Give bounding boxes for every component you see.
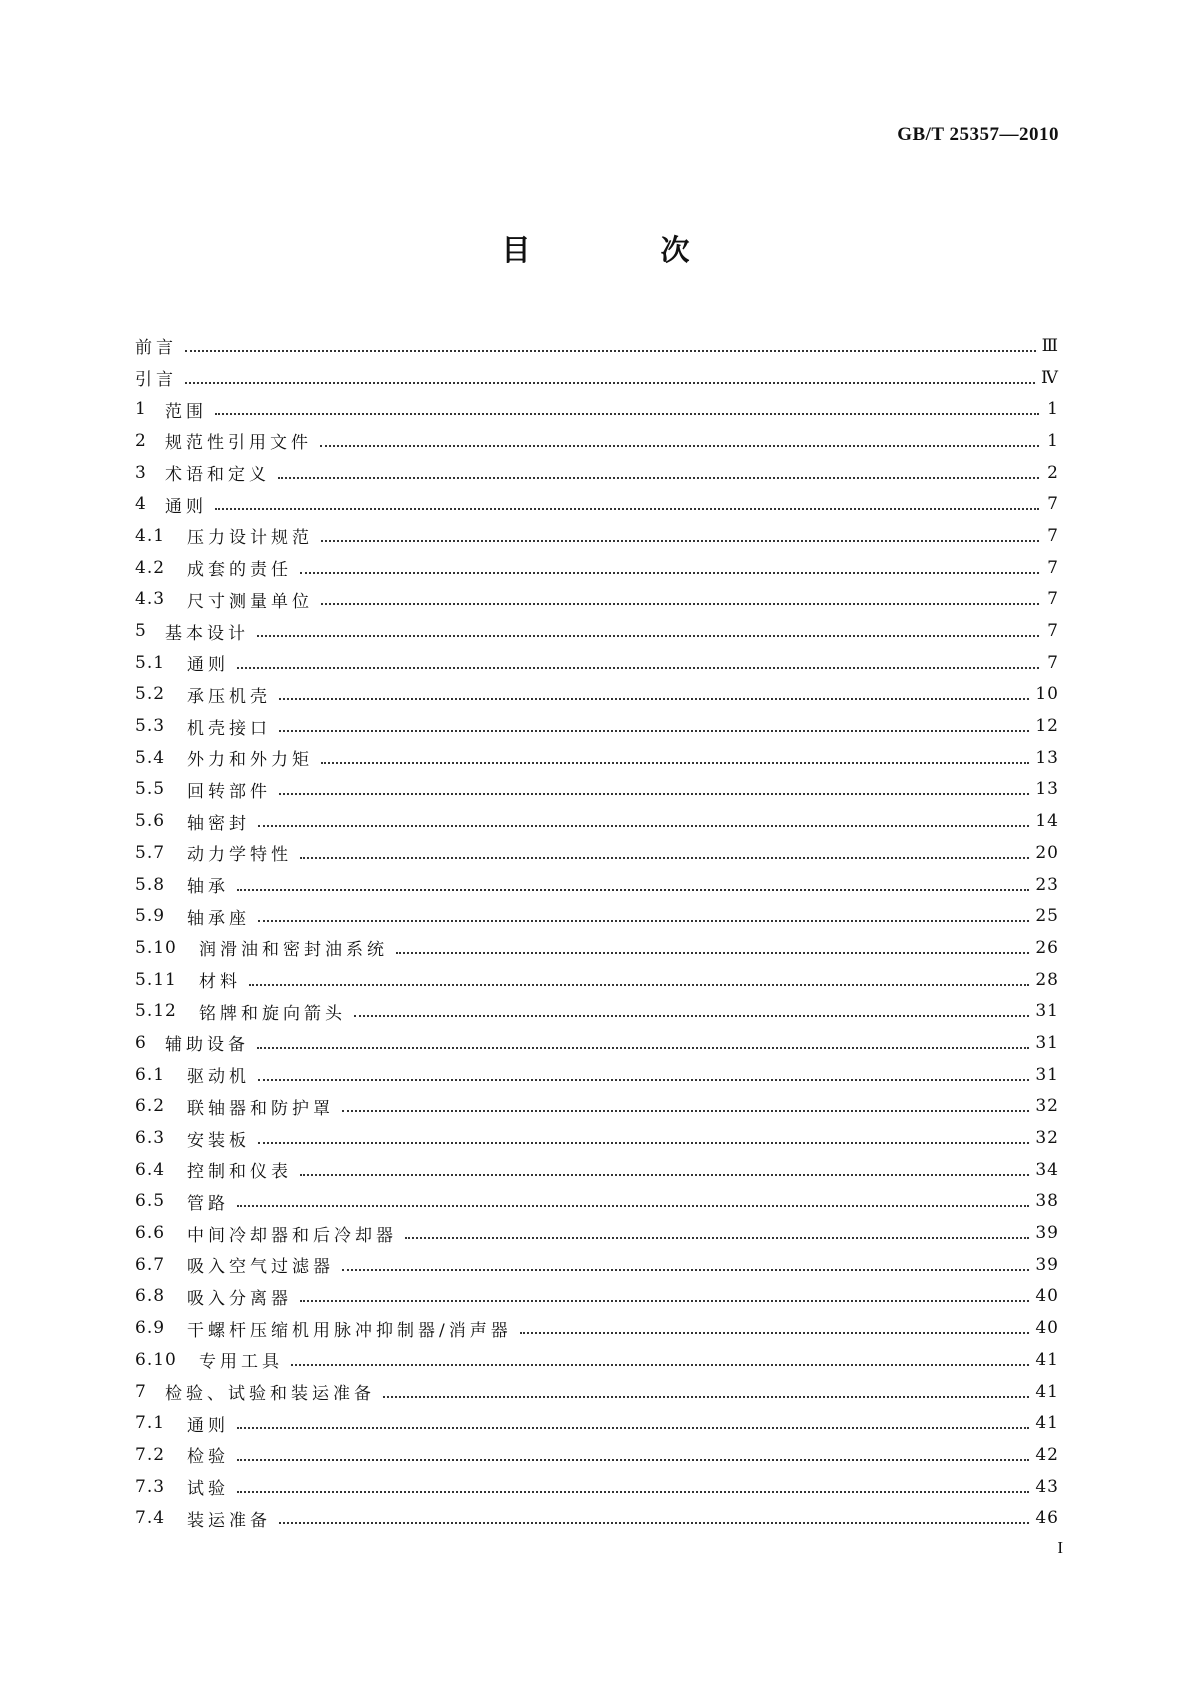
toc-leader-dots xyxy=(520,1312,1030,1334)
toc-leader-dots xyxy=(300,1280,1029,1302)
toc-entry[interactable] xyxy=(135,1439,1059,1471)
toc-entry-label: 装运准备 xyxy=(187,1510,271,1531)
toc-entry-label: 中间冷却器和后冷却器 xyxy=(187,1225,397,1246)
toc-entry-label: 辅助设备 xyxy=(165,1035,249,1056)
toc-entry-number: 6.2 xyxy=(135,1096,166,1117)
toc-entry-number: 7.2 xyxy=(135,1444,166,1465)
toc-entry[interactable] xyxy=(135,1027,1059,1059)
toc-entry-number: 5 xyxy=(135,621,147,642)
toc-entry[interactable] xyxy=(135,552,1059,584)
toc-entry[interactable] xyxy=(135,584,1059,616)
toc-entry-number: 5.10 xyxy=(135,937,177,958)
toc-entry-page: 25 xyxy=(1035,906,1059,927)
toc-entry-page: 7 xyxy=(1047,652,1059,673)
toc-entry-page: 31 xyxy=(1035,1032,1059,1053)
toc-entry-page: 42 xyxy=(1035,1444,1059,1465)
toc-entry-label: 通则 xyxy=(165,496,207,517)
toc-entry-number: 4.3 xyxy=(135,589,166,610)
toc-leader-dots xyxy=(300,1154,1029,1176)
toc-leader-dots xyxy=(237,647,1039,669)
toc-leader-dots xyxy=(258,1059,1029,1081)
toc-entry-page: 32 xyxy=(1035,1096,1059,1117)
toc-entry-number: 5.1 xyxy=(135,652,166,673)
toc-entry-number: 4.2 xyxy=(135,557,166,578)
toc-leader-dots xyxy=(237,1471,1029,1493)
toc-entry-number: 5.3 xyxy=(135,716,166,737)
toc-entry-page: 7 xyxy=(1047,557,1059,578)
toc-leader-dots xyxy=(321,583,1039,605)
toc-entry-label: 动力学特性 xyxy=(187,845,292,866)
toc-entry[interactable] xyxy=(135,1312,1059,1344)
toc-entry-number: 7.4 xyxy=(135,1508,166,1529)
toc-entry-label: 安装板 xyxy=(187,1130,250,1151)
footer-page-number: I xyxy=(1057,1538,1063,1557)
toc-entry[interactable] xyxy=(135,805,1059,837)
toc-entry[interactable] xyxy=(135,1376,1059,1408)
toc-entry-label: 润滑油和密封油系统 xyxy=(199,940,388,961)
toc-leader-dots xyxy=(279,773,1029,795)
toc-leader-dots xyxy=(258,1122,1029,1144)
toc-entry-label: 通则 xyxy=(187,655,229,676)
toc-entry-number: 5.2 xyxy=(135,684,166,705)
toc-entry-number: 6.9 xyxy=(135,1318,166,1339)
toc-leader-dots xyxy=(215,488,1039,510)
toc-leader-dots xyxy=(405,1217,1029,1239)
toc-leader-dots xyxy=(300,552,1039,574)
toc-leader-dots xyxy=(279,678,1029,700)
toc-entry-number: 6.8 xyxy=(135,1286,166,1307)
toc-entry-label: 吸入空气过滤器 xyxy=(187,1257,334,1278)
toc-entry-number: 5.6 xyxy=(135,811,166,832)
toc-entry-label: 机壳接口 xyxy=(187,718,271,739)
toc-entry-number: 4 xyxy=(135,494,147,515)
toc-entry-number: 3 xyxy=(135,462,147,483)
toc-entry[interactable] xyxy=(135,1407,1059,1439)
toc-entry-number: 4.1 xyxy=(135,525,166,546)
toc-leader-dots xyxy=(321,520,1039,542)
toc-entry[interactable] xyxy=(135,425,1059,457)
toc-leader-dots xyxy=(249,964,1029,986)
toc-entry[interactable] xyxy=(135,330,1059,362)
toc-entry-page: 31 xyxy=(1035,1001,1059,1022)
standard-code: GB/T 25357—2010 xyxy=(897,124,1059,145)
toc-leader-dots xyxy=(237,869,1029,891)
toc-entry-page: 39 xyxy=(1035,1254,1059,1275)
toc-leader-dots xyxy=(320,425,1039,447)
toc-entry-page: 34 xyxy=(1035,1159,1059,1180)
toc-entry[interactable] xyxy=(135,1217,1059,1249)
toc-entry-page: 28 xyxy=(1035,969,1059,990)
toc-entry-label: 轴承座 xyxy=(187,908,250,929)
toc-entry-page: 7 xyxy=(1047,525,1059,546)
toc-leader-dots xyxy=(279,1502,1029,1524)
toc-leader-dots xyxy=(257,615,1039,637)
toc-entry-page: 31 xyxy=(1035,1064,1059,1085)
toc-entry-label: 范围 xyxy=(165,401,207,422)
toc-entry[interactable] xyxy=(135,393,1059,425)
toc-entry-number: 5.11 xyxy=(135,969,177,990)
toc-entry-number: 6.10 xyxy=(135,1349,177,1370)
toc-leader-dots xyxy=(396,932,1029,954)
toc-entry-page: 23 xyxy=(1035,874,1059,895)
toc-entry-label: 规范性引用文件 xyxy=(165,433,312,454)
toc-entry-label: 回转部件 xyxy=(187,781,271,802)
toc-entry[interactable] xyxy=(135,615,1059,647)
toc-entry-number: 5.9 xyxy=(135,906,166,927)
toc-leader-dots xyxy=(215,393,1039,415)
toc-entry-number: 6.6 xyxy=(135,1223,166,1244)
toc-entry[interactable] xyxy=(135,742,1059,774)
toc-entry[interactable] xyxy=(135,932,1059,964)
toc-entry-label: 压力设计规范 xyxy=(187,528,313,549)
toc-entry-number: 7.1 xyxy=(135,1413,166,1434)
toc-leader-dots xyxy=(291,1344,1029,1366)
toc-entry[interactable] xyxy=(135,1059,1059,1091)
toc-entry-number: 5.5 xyxy=(135,779,166,800)
toc-leader-dots xyxy=(237,1185,1029,1207)
toc-entry-page: 41 xyxy=(1035,1349,1059,1370)
toc-leader-dots xyxy=(185,330,1036,352)
toc-entry[interactable] xyxy=(135,679,1059,711)
toc-entry-label: 吸入分离器 xyxy=(187,1288,292,1309)
toc-entry-label: 试验 xyxy=(187,1479,229,1500)
toc-entry[interactable] xyxy=(135,520,1059,552)
toc-entry-page: 38 xyxy=(1035,1191,1059,1212)
toc-entry-number: 6.4 xyxy=(135,1159,166,1180)
toc-leader-dots xyxy=(354,995,1029,1017)
toc-entry-label: 联轴器和防护罩 xyxy=(187,1098,334,1119)
toc-entry-page: 43 xyxy=(1035,1476,1059,1497)
toc-entry-page: 20 xyxy=(1035,842,1059,863)
toc-entry-page: 10 xyxy=(1035,684,1059,705)
toc-entry-number: 2 xyxy=(135,430,147,451)
toc-leader-dots xyxy=(258,805,1029,827)
toc-entry-number: 5.8 xyxy=(135,874,166,895)
toc-entry[interactable] xyxy=(135,457,1059,489)
toc-entry-label: 通则 xyxy=(187,1415,229,1436)
toc-entry-label: 前言 xyxy=(135,338,177,359)
toc-entry[interactable] xyxy=(135,995,1059,1027)
toc-entry-page: 1 xyxy=(1047,399,1059,420)
toc-leader-dots xyxy=(258,900,1029,922)
toc-entry[interactable] xyxy=(135,1091,1059,1123)
toc-entry-label: 干螺杆压缩机用脉冲抑制器/消声器 xyxy=(187,1320,512,1341)
toc-leader-dots xyxy=(321,742,1029,764)
toc-leader-dots xyxy=(237,1439,1029,1461)
toc-entry[interactable] xyxy=(135,837,1059,869)
toc-leader-dots xyxy=(278,457,1039,479)
toc-entry-page: 41 xyxy=(1035,1381,1059,1402)
toc-entry[interactable] xyxy=(135,869,1059,901)
toc-leader-dots xyxy=(300,837,1029,859)
toc-entry[interactable] xyxy=(135,1122,1059,1154)
toc-entry[interactable] xyxy=(135,1154,1059,1186)
toc-entry-page: 12 xyxy=(1035,716,1059,737)
toc-entry[interactable] xyxy=(135,1281,1059,1313)
toc-entry-label: 检验、试验和装运准备 xyxy=(165,1384,375,1405)
toc-entry-page: 1 xyxy=(1047,430,1059,451)
toc-entry-label: 材料 xyxy=(199,972,241,993)
toc-entry[interactable] xyxy=(135,774,1059,806)
toc-entry[interactable] xyxy=(135,1186,1059,1218)
toc-entry[interactable] xyxy=(135,647,1059,679)
toc-leader-dots xyxy=(185,362,1035,384)
toc-entry-label: 驱动机 xyxy=(187,1067,250,1088)
toc-entry-label: 专用工具 xyxy=(199,1352,283,1373)
toc-entry-label: 轴密封 xyxy=(187,813,250,834)
toc-entry[interactable] xyxy=(135,1471,1059,1503)
toc-entry[interactable] xyxy=(135,964,1059,996)
toc-entry-label: 术语和定义 xyxy=(165,465,270,486)
toc-entry-number: 5.7 xyxy=(135,842,166,863)
toc-entry-label: 基本设计 xyxy=(165,623,249,644)
toc-entry-page: 13 xyxy=(1035,779,1059,800)
toc-entry-page: 13 xyxy=(1035,747,1059,768)
toc-entry-page: Ⅲ xyxy=(1041,335,1059,356)
toc-entry-page: 26 xyxy=(1035,937,1059,958)
toc-entry-page: 14 xyxy=(1035,811,1059,832)
toc-leader-dots xyxy=(383,1376,1029,1398)
toc-entry-label: 尺寸测量单位 xyxy=(187,591,313,612)
toc-entry-page: 41 xyxy=(1035,1413,1059,1434)
toc-entry-page: 7 xyxy=(1047,494,1059,515)
toc-entry-number: 7.3 xyxy=(135,1476,166,1497)
toc-entry-label: 检验 xyxy=(187,1447,229,1468)
toc-entry-number: 5.12 xyxy=(135,1001,177,1022)
toc-entry-number: 6.1 xyxy=(135,1064,166,1085)
toc-entry-number: 6.7 xyxy=(135,1254,166,1275)
toc-leader-dots xyxy=(237,1407,1029,1429)
toc-entry-label: 控制和仪表 xyxy=(187,1162,292,1183)
toc-entry-number: 6.3 xyxy=(135,1128,166,1149)
toc-entry-label: 承压机壳 xyxy=(187,686,271,707)
toc-entry[interactable] xyxy=(135,900,1059,932)
toc-entry[interactable] xyxy=(135,1502,1059,1534)
toc-entry-label: 轴承 xyxy=(187,877,229,898)
toc-entry-page: 7 xyxy=(1047,589,1059,610)
toc-leader-dots xyxy=(342,1249,1029,1271)
toc-title: 目 次 xyxy=(501,233,750,267)
toc-entry-page: 32 xyxy=(1035,1128,1059,1149)
toc-entry-page: 39 xyxy=(1035,1223,1059,1244)
toc-entry-number: 6 xyxy=(135,1032,147,1053)
toc-entry-number: 1 xyxy=(135,399,147,420)
toc-leader-dots xyxy=(279,710,1029,732)
toc-entry-page: 40 xyxy=(1035,1286,1059,1307)
toc-entry[interactable] xyxy=(135,1249,1059,1281)
toc-entry[interactable] xyxy=(135,710,1059,742)
toc-entry[interactable] xyxy=(135,362,1059,394)
toc-entry-label: 成套的责任 xyxy=(187,560,292,581)
toc-entry[interactable] xyxy=(135,488,1059,520)
toc-entry-page: Ⅳ xyxy=(1041,367,1059,388)
toc-entry-page: 40 xyxy=(1035,1318,1059,1339)
toc-entry-page: 2 xyxy=(1047,462,1059,483)
toc-leader-dots xyxy=(342,1090,1029,1112)
toc-entry[interactable] xyxy=(135,1344,1059,1376)
toc-entry-label: 外力和外力矩 xyxy=(187,750,313,771)
toc-entry-page: 46 xyxy=(1035,1508,1059,1529)
toc-entry-page: 7 xyxy=(1047,621,1059,642)
toc-entry-number: 6.5 xyxy=(135,1191,166,1212)
toc-entry-number: 5.4 xyxy=(135,747,166,768)
toc-entry-label: 铭牌和旋向箭头 xyxy=(199,1003,346,1024)
toc-entry-number: 7 xyxy=(135,1381,147,1402)
toc-entry-label: 引言 xyxy=(135,370,177,391)
toc-entry-label: 管路 xyxy=(187,1193,229,1214)
toc-leader-dots xyxy=(257,1027,1029,1049)
table-of-contents xyxy=(135,330,1059,1534)
